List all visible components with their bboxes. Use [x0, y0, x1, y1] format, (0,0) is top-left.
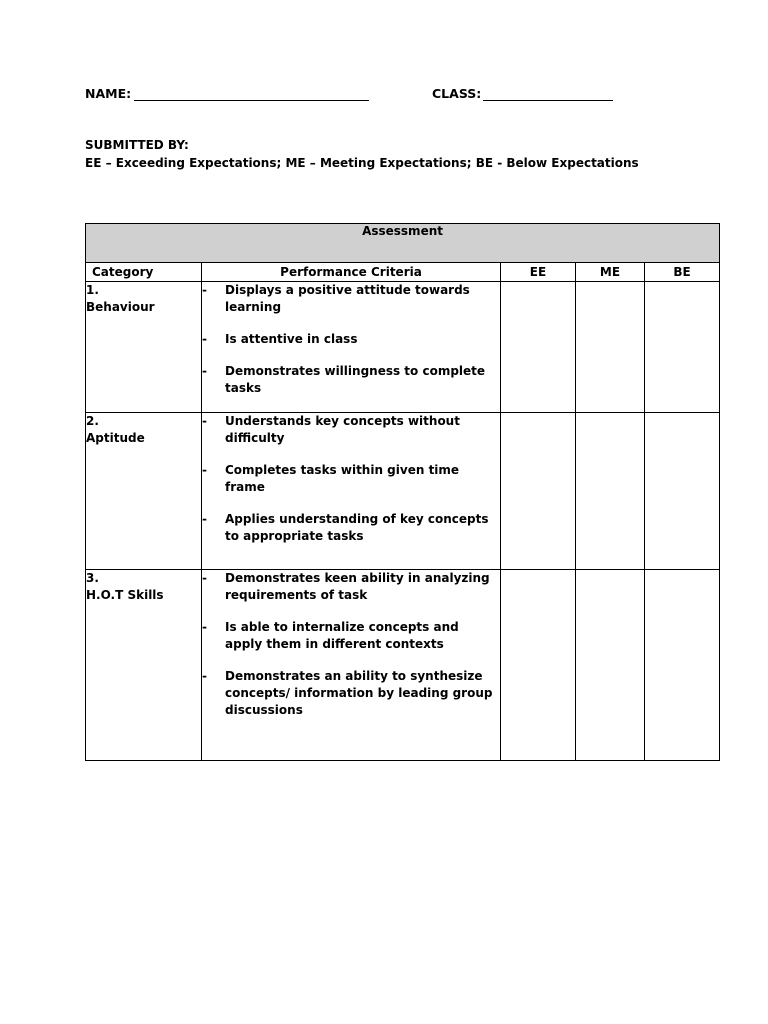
criteria-item: [202, 413, 500, 447]
bullet-dash: -: [202, 364, 207, 378]
criteria-item: [202, 462, 500, 496]
criteria-cell: [202, 570, 501, 761]
column-header-be: BE: [645, 263, 720, 282]
rating-legend: EE – Exceeding Expectations; ME – Meeting Expectations; BE - Below Expectations: [85, 156, 639, 170]
criteria-item: [202, 363, 500, 397]
criteria-item: [202, 282, 500, 316]
category-cell: [86, 413, 202, 570]
bullet-dash: -: [202, 283, 207, 297]
criteria-item: [202, 331, 500, 348]
criteria-cell: [202, 413, 501, 570]
category-number: 2.: [86, 414, 99, 428]
rating-cell-ee[interactable]: [501, 282, 576, 413]
table-row: [86, 282, 720, 413]
criteria-text: Is attentive in class: [225, 332, 358, 346]
bullet-dash: -: [202, 620, 207, 634]
bullet-dash: -: [202, 571, 207, 585]
rating-cell-be[interactable]: [645, 413, 720, 570]
criteria-item: [202, 511, 500, 545]
rating-cell-me[interactable]: [576, 570, 645, 761]
category-cell: [86, 282, 202, 413]
column-header-category: Category: [86, 263, 202, 282]
assessment-table: [85, 223, 720, 761]
category-cell: [86, 570, 202, 761]
bullet-dash: -: [202, 669, 207, 683]
column-header-me: ME: [576, 263, 645, 282]
criteria-text: Understands key concepts without difficulty: [225, 414, 460, 445]
bullet-dash: -: [202, 463, 207, 477]
submitted-by-label: SUBMITTED BY:: [85, 138, 189, 152]
name-label: NAME:: [85, 86, 132, 101]
criteria-text: Completes tasks within given time frame: [225, 463, 460, 494]
class-label: CLASS:: [432, 86, 482, 101]
rating-cell-be[interactable]: [645, 570, 720, 761]
rating-cell-me[interactable]: [576, 282, 645, 413]
rating-cell-be[interactable]: [645, 282, 720, 413]
class-field-line[interactable]: [483, 100, 613, 101]
criteria-item: [202, 619, 500, 653]
category-number: 3.: [86, 571, 99, 585]
criteria-item: [202, 570, 500, 604]
bullet-dash: -: [202, 332, 207, 346]
table-row: [86, 570, 720, 761]
table-title: Assessment: [86, 224, 720, 263]
category-number: 1.: [86, 283, 99, 297]
name-field-line[interactable]: [134, 100, 369, 101]
criteria-text: Demonstrates keen ability in analyzing requirements of task: [225, 571, 490, 602]
rating-cell-me[interactable]: [576, 413, 645, 570]
criteria-text: Demonstrates an ability to synthesize concepts/ information by leading group discussions: [225, 669, 493, 717]
bullet-dash: -: [202, 512, 207, 526]
column-header-criteria: Performance Criteria: [202, 263, 501, 282]
criteria-text: Applies understanding of key concepts to appropriate tasks: [225, 512, 489, 543]
rating-cell-ee[interactable]: [501, 413, 576, 570]
criteria-text: Is able to internalize concepts and apply them in different contexts: [225, 620, 459, 651]
column-header-ee: EE: [501, 263, 576, 282]
category-name: H.O.T Skills: [86, 588, 164, 602]
criteria-cell: [202, 282, 501, 413]
criteria-text: Displays a positive attitude towards learning: [225, 283, 470, 314]
table-row: [86, 413, 720, 570]
criteria-text: Demonstrates willingness to complete tasks: [225, 364, 486, 395]
category-name: Aptitude: [86, 431, 145, 445]
rating-cell-ee[interactable]: [501, 570, 576, 761]
criteria-item: [202, 668, 500, 719]
category-name: Behaviour: [86, 300, 155, 314]
bullet-dash: -: [202, 414, 207, 428]
